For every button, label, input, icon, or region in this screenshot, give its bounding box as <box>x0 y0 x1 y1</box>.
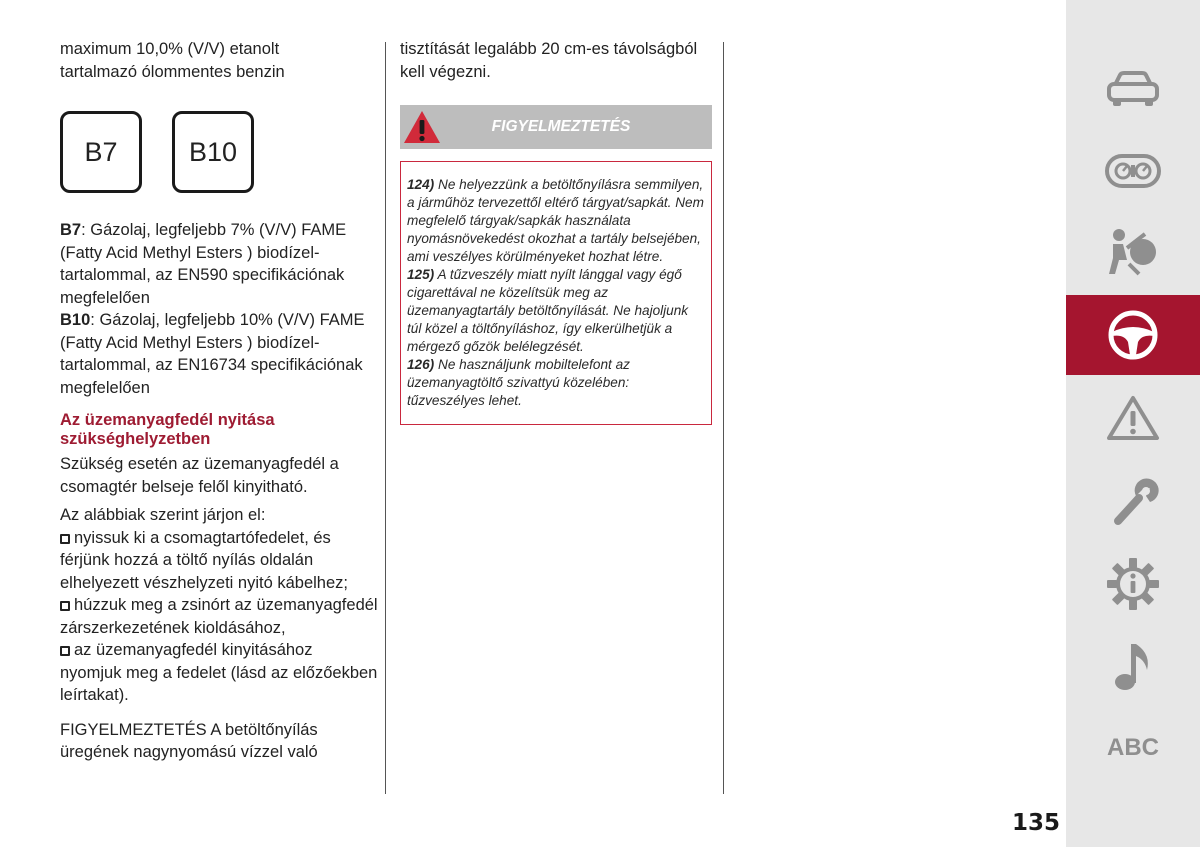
fuel-badge-b10: B10 <box>172 111 254 193</box>
final-paragraph: FIGYELMEZTETÉS A betöltőnyílás üregének nagynyomású vízzel való <box>60 720 318 761</box>
warning-item: 124) Ne helyezzünk a betöltőnyílásra semmilyen, a járműhöz tervezettől eltérő tárgyat/sapkát. Nem megfelelő tárgyak/sapkák használata nyomásnövekedést okozhat a tartály belsejében, ami veszélyes körülményeket hozhat létre. <box>407 177 704 264</box>
sidebar-item-technical-data[interactable] <box>1066 544 1200 624</box>
checkbox-bullet-icon <box>60 534 70 544</box>
steering-wheel-icon <box>1106 308 1160 362</box>
b7-spec <box>60 219 378 309</box>
chapter-sidebar <box>1066 0 1200 847</box>
section-heading: Az üzemanyagfedél nyitása szükséghelyzetben <box>60 411 275 448</box>
index-abc-label: ABC <box>1107 734 1159 761</box>
warning-item: 125) A tűzveszély miatt nyílt lánggal vagy égő cigarettával ne közelítsük meg az üzemanyagtartály betöltőnyílását. Ne hajoljunk túl közel a töltőnyíláshoz, így elkerülhetjük a mérgező gőzök belélegzését. <box>407 267 689 354</box>
warning-title: FIGYELMEZTETÉS <box>491 117 631 135</box>
warning-triangle-icon <box>402 109 442 145</box>
sidebar-item-dashboard[interactable] <box>1066 131 1200 211</box>
warning-header <box>400 105 712 149</box>
checkbox-bullet-icon <box>60 646 70 656</box>
paragraph-2: Az alábbiak szerint járjon el: <box>60 506 266 524</box>
fuel-badge-b7: B7 <box>60 111 142 193</box>
b10-text: : Gázolaj, legfeljebb 10% (V/V) FAME (Fatty Acid Methyl Esters ) biodízel-tartalommal, az EN16734 specifikációnak megfelelően <box>60 311 365 397</box>
sidebar-item-driving[interactable] <box>1066 295 1200 375</box>
wrench-icon <box>1106 474 1160 528</box>
middle-column <box>400 38 712 425</box>
column-divider <box>723 42 724 794</box>
continuation-text: tisztítását legalább 20 cm-es távolságból kell végezni. <box>400 40 698 81</box>
bullet-item: nyissuk ki a csomagtartófedelet, és férjünk hozzá a töltő nyílás oldalán elhelyezett vészhelyzeti nyitó kábelhez; <box>60 528 348 592</box>
b7-label: B7 <box>60 221 82 239</box>
bullet-item: az üzemanyagfedél kinyitásához nyomjuk meg a fedelet (lásd az előzőekben leírtakat). <box>60 641 378 704</box>
column-divider <box>385 42 386 794</box>
sidebar-item-maintenance[interactable] <box>1066 461 1200 541</box>
b7-text: : Gázolaj, legfeljebb 7% (V/V) FAME (Fatty Acid Methyl Esters ) biodízel-tartalommal, az EN590 specifikációnak megfelelően <box>60 221 347 307</box>
page-number: 135 <box>1012 810 1061 836</box>
b10-label: B10 <box>60 311 91 329</box>
music-note-icon <box>1111 640 1155 694</box>
b10-spec <box>60 309 378 399</box>
gear-info-icon <box>1105 556 1161 612</box>
sidebar-item-warnings[interactable] <box>1066 378 1200 458</box>
sidebar-item-car[interactable] <box>1066 48 1200 128</box>
checkbox-bullet-icon <box>60 601 70 611</box>
warning-item: 126) Ne használjunk mobiltelefont az üzemanyagtöltő szivattyú közelében: tűzveszélyes lehet. <box>407 357 630 408</box>
dashboard-icon <box>1104 151 1162 191</box>
warning-box <box>400 161 712 425</box>
paragraph-1: Szükség esetén az üzemanyagfedél a csomagtér belseje felől kinyitható. <box>60 455 339 496</box>
sidebar-item-safety[interactable] <box>1066 212 1200 292</box>
warning-triangle-icon <box>1106 394 1160 442</box>
sidebar-item-index[interactable] <box>1066 708 1200 788</box>
airbag-icon <box>1105 226 1161 278</box>
bullet-item: húzzuk meg a zsinórt az üzemanyagfedél zárszerkezetének kioldásához, <box>60 596 378 637</box>
left-column <box>60 38 378 764</box>
intro-text: maximum 10,0% (V/V) etanolt tartalmazó ólommentes benzin <box>60 40 285 81</box>
fuel-badges <box>60 111 378 193</box>
sidebar-item-multimedia[interactable] <box>1066 627 1200 707</box>
car-icon <box>1105 68 1161 108</box>
